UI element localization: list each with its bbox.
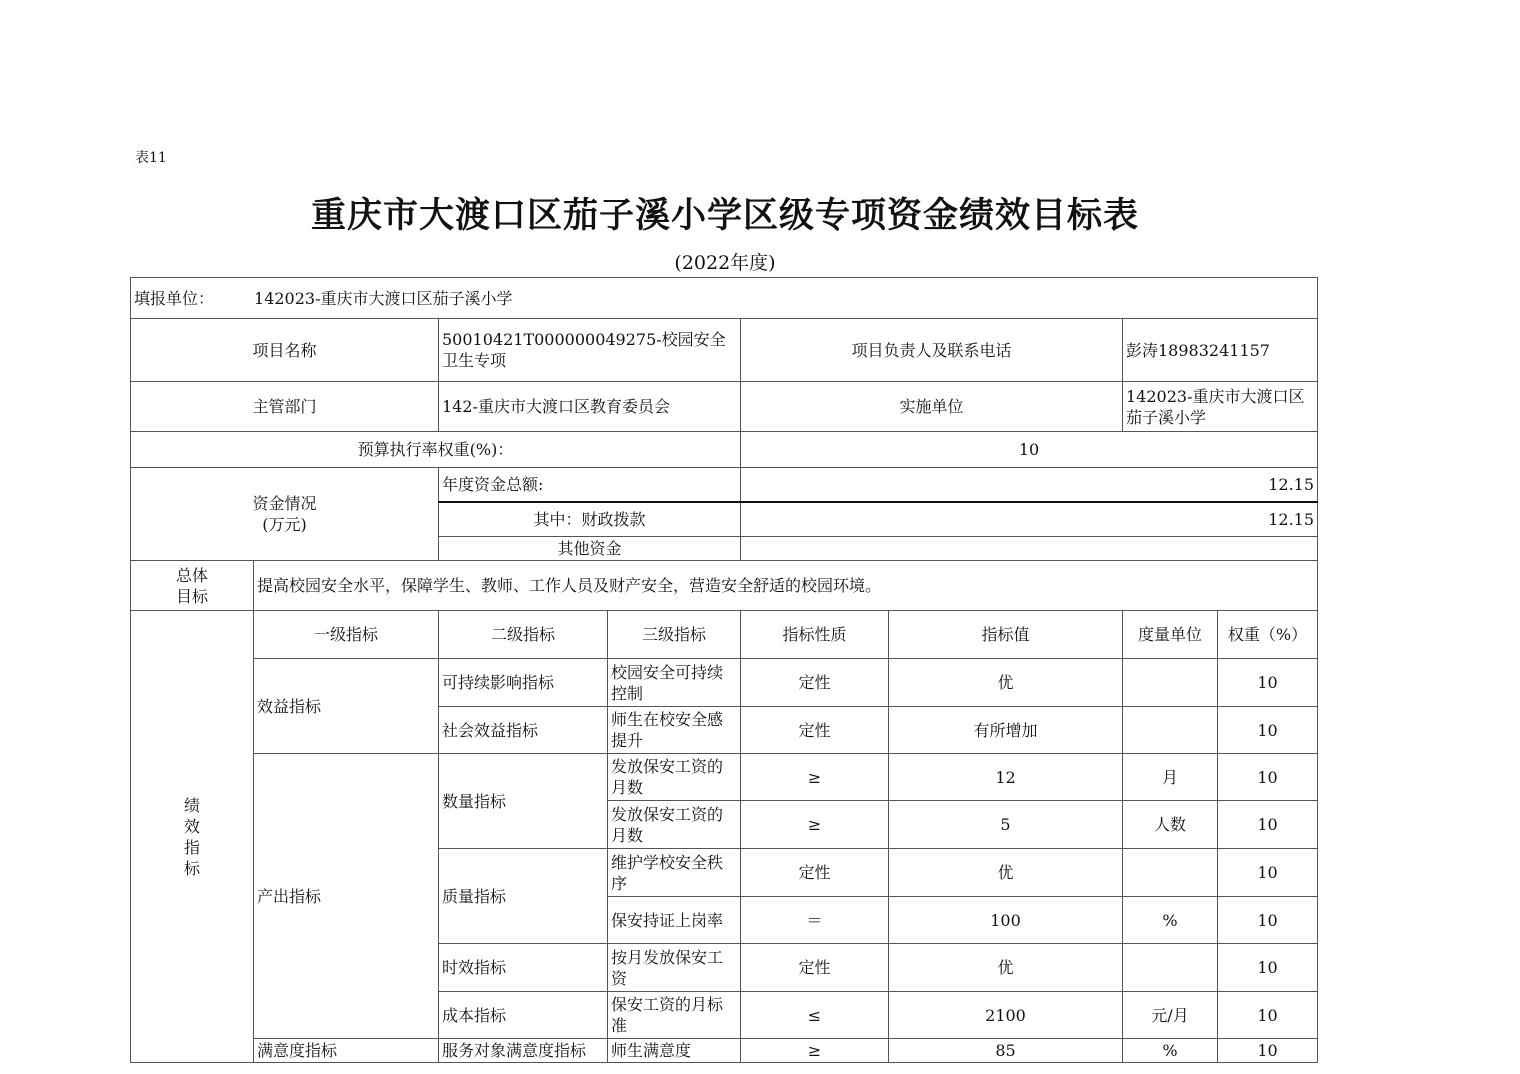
level1-cell: 效益指标 — [254, 659, 439, 754]
side-char: 指 — [183, 837, 200, 857]
project-name-label: 项目名称 — [131, 319, 439, 382]
nature-cell: ≥ — [741, 754, 889, 801]
level2-cell: 数量指标 — [439, 754, 608, 849]
funds-unit: (万元) — [262, 515, 307, 534]
fiscal-value: 12.15 — [741, 502, 1318, 537]
nature-cell: ＝ — [741, 897, 889, 944]
value-cell: 12 — [889, 754, 1123, 801]
unit-cell: % — [1123, 1039, 1218, 1063]
column-header: 指标值 — [889, 611, 1123, 659]
level2-cell: 质量指标 — [439, 849, 608, 944]
level3-cell: 保安持证上岗率 — [608, 897, 741, 944]
project-name-value: 50010421T000000049275-校园安全卫生专项 — [439, 319, 741, 382]
nature-cell: ≥ — [741, 801, 889, 849]
level2-cell: 可持续影响指标 — [439, 659, 608, 707]
level2-cell: 成本指标 — [439, 992, 608, 1039]
performance-target-table — [130, 277, 1318, 1063]
table-number: 表11 — [135, 150, 167, 166]
weight-cell: 10 — [1218, 992, 1318, 1039]
level3-cell: 校园安全可持续控制 — [608, 659, 741, 707]
level1-cell: 满意度指标 — [254, 1039, 439, 1063]
goal-label-1: 总体 — [175, 565, 208, 585]
value-cell: 2100 — [889, 992, 1123, 1039]
column-header: 三级指标 — [608, 611, 741, 659]
value-cell: 100 — [889, 897, 1123, 944]
goal-text: 提高校园安全水平，保障学生、教师、工作人员及财产安全，营造安全舒适的校园环境。 — [254, 561, 1318, 611]
level3-cell: 保安工资的月标准 — [608, 992, 741, 1039]
impl-label: 实施单位 — [741, 382, 1123, 432]
unit-cell — [1123, 659, 1218, 707]
side-char: 效 — [183, 816, 200, 836]
annual-total-value: 12.15 — [741, 468, 1318, 502]
weight-cell: 10 — [1218, 897, 1318, 944]
value-cell: 优 — [889, 944, 1123, 992]
value-cell: 5 — [889, 801, 1123, 849]
weight-cell: 10 — [1218, 754, 1318, 801]
level3-cell: 发放保安工资的月数 — [608, 754, 741, 801]
indicator-side-label — [131, 611, 254, 1063]
side-char: 标 — [183, 858, 200, 878]
goal-label-2: 目标 — [175, 586, 208, 606]
level3-cell: 师生满意度 — [608, 1039, 741, 1063]
level2-cell: 时效指标 — [439, 944, 608, 992]
level3-cell: 按月发放保安工资 — [608, 944, 741, 992]
nature-cell: ≥ — [741, 1039, 889, 1063]
nature-cell: ≤ — [741, 992, 889, 1039]
page-title: 重庆市大渡口区茄子溪小学区级专项资金绩效目标表 — [310, 196, 1139, 236]
other-funds-value — [741, 537, 1318, 561]
weight-cell: 10 — [1218, 1039, 1318, 1063]
level1-cell: 产出指标 — [254, 754, 439, 1039]
budget-weight-label: 预算执行率权重(%)： — [131, 432, 741, 468]
funds-label-text: 资金情况 — [252, 494, 317, 513]
unit-cell: 月 — [1123, 754, 1218, 801]
goal-label — [131, 561, 254, 611]
unit-cell — [1123, 707, 1218, 754]
side-char: 绩 — [183, 795, 200, 815]
unit-cell: % — [1123, 897, 1218, 944]
fiscal-label: 其中：财政拨款 — [439, 502, 741, 537]
weight-cell: 10 — [1218, 659, 1318, 707]
weight-cell: 10 — [1218, 944, 1318, 992]
column-header: 权重（%） — [1218, 611, 1318, 659]
value-cell: 优 — [889, 659, 1123, 707]
level3-cell: 维护学校安全秩序 — [608, 849, 741, 897]
weight-cell: 10 — [1218, 849, 1318, 897]
column-header: 二级指标 — [439, 611, 608, 659]
unit-cell — [1123, 944, 1218, 992]
unit-cell — [1123, 849, 1218, 897]
unit-value: 142023-重庆市大渡口区茄子溪小学 — [254, 288, 513, 308]
weight-cell: 10 — [1218, 707, 1318, 754]
unit-cell: 人数 — [1123, 801, 1218, 849]
nature-cell: 定性 — [741, 849, 889, 897]
dept-value: 142-重庆市大渡口区教育委员会 — [439, 382, 741, 432]
unit-cell: 元/月 — [1123, 992, 1218, 1039]
value-cell: 优 — [889, 849, 1123, 897]
level3-cell: 发放保安工资的月数 — [608, 801, 741, 849]
unit-row — [131, 278, 1318, 319]
leader-value: 彭涛18983241157 — [1123, 319, 1318, 382]
weight-cell: 10 — [1218, 801, 1318, 849]
nature-cell: 定性 — [741, 707, 889, 754]
column-header: 度量单位 — [1123, 611, 1218, 659]
unit-label: 填报单位： — [134, 288, 215, 308]
dept-label: 主管部门 — [131, 382, 439, 432]
year-subtitle: (2022年度) — [674, 252, 776, 274]
value-cell: 有所增加 — [889, 707, 1123, 754]
level2-cell: 社会效益指标 — [439, 707, 608, 754]
other-funds-label: 其他资金 — [439, 537, 741, 561]
column-header: 指标性质 — [741, 611, 889, 659]
nature-cell: 定性 — [741, 944, 889, 992]
annual-total-label: 年度资金总额: — [439, 468, 741, 502]
column-header: 一级指标 — [254, 611, 439, 659]
level3-cell: 师生在校安全感提升 — [608, 707, 741, 754]
impl-value: 142023-重庆市大渡口区茄子溪小学 — [1123, 382, 1318, 432]
funds-label — [131, 468, 439, 561]
level2-cell: 服务对象满意度指标 — [439, 1039, 608, 1063]
budget-weight-value: 10 — [741, 432, 1318, 468]
nature-cell: 定性 — [741, 659, 889, 707]
value-cell: 85 — [889, 1039, 1123, 1063]
leader-label: 项目负责人及联系电话 — [741, 319, 1123, 382]
